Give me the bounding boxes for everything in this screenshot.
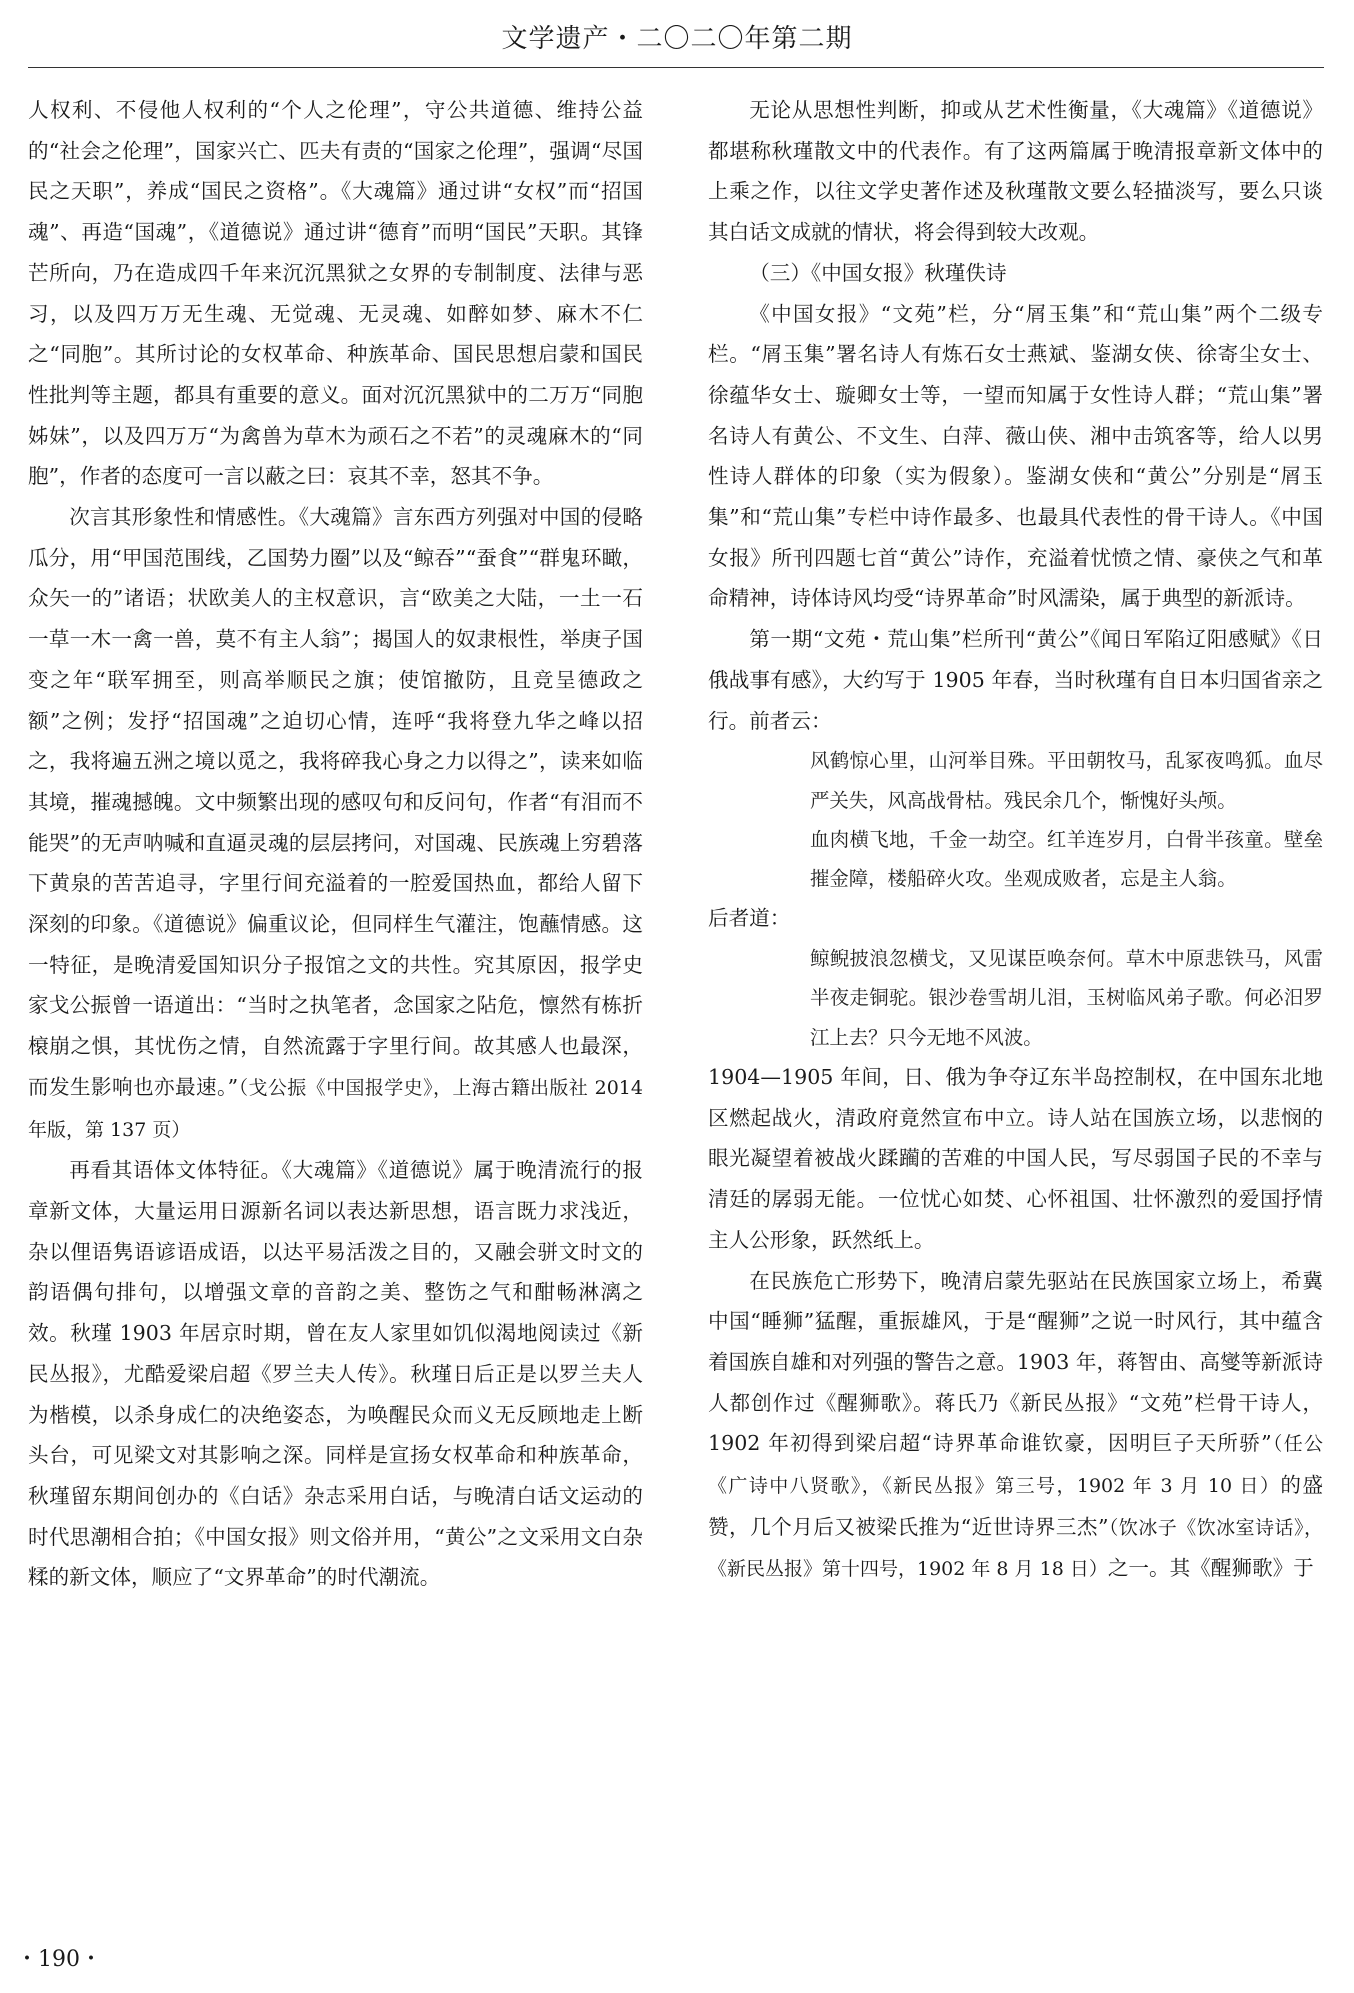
paragraph: 1904—1905 年间，日、俄为争夺辽东半岛控制权，在中国东北地区燃起战火，清政府竟然宣布中立。诗人站在国族立场，以悲悯的眼光凝望着被战火蹂躏的苦难的中国人民，写尽弱国子民的不幸与清廷的孱弱无能。一位忧心如焚、心怀祖国、壮怀激烈的爱国抒情主人公形象，跃然纸上。 [708, 1065, 1323, 1252]
paragraph: 《中国女报》“文苑”栏，分“屑玉集”和“荒山集”两个二级专栏。“屑玉集”署名诗人有炼石女士燕斌、鉴湖女侠、徐寄尘女士、徐蕴华女士、璇卿女士等，一望而知属于女性诗人群；“荒山集”署名诗人有黄公、不文生、白萍、薇山侠、湘中击筑客等，给人以男性诗人群体的印象（实为假象）。鉴湖女侠和“黄公”分别是“屑玉集”和“荒山集”专栏中诗作最多、也最具代表性的骨干诗人。《中国女报》所刊四题七首“黄公”诗作，充溢着忧愤之情、豪侠之气和革命精神，诗体诗风均受“诗界革命”时风濡染，属于典型的新派诗。 [708, 301, 1323, 611]
citation-note: （戈公振《中国报学史》，上海古籍出版社 2014 年版，第 137 页） [28, 1076, 643, 1141]
page-number: ・190・ [16, 1947, 102, 1972]
left-column [28, 90, 643, 1598]
citation-note: （任公《广诗中八贤歌》，《新民丛报》第三号，1902 年 3 月 10 日） [708, 1433, 1323, 1498]
running-header: 文学遗产・二〇二〇年第二期 [501, 24, 853, 54]
paragraph: 无论从思想性判断，抑或从艺术性衡量，《大魂篇》《道德说》都堪称秋瑾散文中的代表作。有了这两篇属于晚清报章新文体中的上乘之作，以往文学史著作述及秋瑾散文要么轻描淡写，要么只谈其白话文成就的情状，将会得到较大改观。 [708, 98, 1323, 245]
paragraph: 后者道： [708, 906, 791, 931]
paragraph [28, 497, 643, 1150]
citation-note: （饮冰子《饮冰室诗话》，《新民丛报》第十四号，1902 年 8 月 18 日） [708, 1516, 1323, 1581]
paragraph-text: 的盛赞，几个月后又被梁氏推为“近世诗界三杰” [708, 1473, 1323, 1539]
right-column [708, 90, 1323, 1590]
paragraph-text: 次言其形象性和情感性。《大魂篇》言东西方列强对中国的侵略瓜分，用“甲国范围线，乙国势力圈”以及“鲸吞”“蚕食”“群鬼环瞰，众矢一的”诸语；状欧美人的主权意识，言“欧美之大陆，一土一石一草一木一禽一兽，莫不有主人翁”；揭国人的奴隶根性，举庚子国变之年“联军拥至，则高举顺民之旗；使馆撤防，且竞呈德政之额”之例；发抒“招国魂”之迫切心情，连呼“我将登九华之峰以招之，我将遍五洲之境以觅之，我将碎我心身之力以得之”，读来如临其境，摧魂撼魄。文中频繁出现的感叹句和反问句，作者“有泪而不能哭”的无声呐喊和直逼灵魂的层层拷问，对国魂、民族魂上穷碧落下黄泉的苦苦追寻，字里行间充溢着的一腔爱国热血，都给人留下深刻的印象。《道德说》偏重议论，但同样生气灌注，饱蘸情感。这一特征，是晚清爱国知识分子报馆之文的共性。究其原因，报学史家戈公振曾一语道出：“当时之执笔者，念国家之阽危，懔然有栋折榱崩之惧，其忧伤之情，自然流露于字里行间。故其感人也最深，而发生影响也亦最速。” [28, 505, 643, 1099]
paragraph: 第一期“文苑・荒山集”栏所刊“黄公”《闻日军陷辽阳感赋》《日俄战事有感》，大约写于 1905 年春，当时秋瑾有自日本归国省亲之行。前者云： [708, 627, 1323, 733]
paragraph-text: 在民族危亡形势下，晚清启蒙先驱站在民族国家立场上，希冀中国“睡狮”猛醒，重振雄风，于是“醒狮”之说一时风行，其中蕴含着国族自雄和对列强的警告之意。1903 年，蒋智由、高燮等新派诗人都创作过《醒狮歌》。蒋氏乃《新民丛报》“文苑”栏骨干诗人，1902 年初得到梁启超“诗界革命谁钦豪，因明巨子天所骄” [708, 1268, 1323, 1456]
section-subheading: （三）《中国女报》秋瑾佚诗 [749, 260, 1007, 285]
paragraph-text: 之一。其《醒狮歌》于 [1107, 1556, 1314, 1581]
header-rule [28, 67, 1324, 68]
poem-quote: 血肉横飞地，千金一劫空。红羊连岁月，白骨半孩童。壁垒摧金障，楼船碎火攻。坐观成败者，忘是主人翁。 [810, 827, 1323, 891]
paragraph [708, 1261, 1323, 1591]
paragraph: 人权利、不侵他人权利的“个人之伦理”，守公共道德、维持公益的“社会之伦理”，国家兴亡、匹夫有责的“国家之伦理”，强调“尽国民之天职”，养成“国民之资格”。《大魂篇》通过讲“女权”而“招国魂”、再造“国魂”，《道德说》通过讲“德育”而明“国民”天职。其锋芒所向，乃在造成四千年来沉沉黑狱之女界的专制制度、法律与恶习，以及四万万无生魂、无觉魂、无灵魂、如醉如梦、麻木不仁之“同胞”。其所讨论的女权革命、种族革命、国民思想启蒙和国民性批判等主题，都具有重要的意义。面对沉沉黑狱中的二万万“同胞姊妹”，以及四万万“为禽兽为草木为顽石之不若”的灵魂麻木的“同胞”，作者的态度可一言以蔽之曰：哀其不幸，怒其不争。 [28, 98, 643, 489]
paragraph: 再看其语体文体特征。《大魂篇》《道德说》属于晚清流行的报章新文体，大量运用日源新名词以表达新思想，语言既力求浅近，杂以俚语隽语谚语成语，以达平易活泼之目的，又融会骈文时文的韵语偶句排句，以增强文章的音韵之美、整饬之气和酣畅淋漓之效。秋瑾 1903 年居京时期，曾在友人家里如饥似渴地阅读过《新民丛报》，尤酷爱梁启超《罗兰夫人传》。秋瑾日后正是以罗兰夫人为楷模，以杀身成仁的决绝姿态，为唤醒民众而义无反顾地走上断头台，可见梁文对其影响之深。同样是宣扬女权革命和种族革命，秋瑾留东期间创办的《白话》杂志采用白话，与晚清白话文运动的时代思潮相合拍；《中国女报》则文俗并用，“黄公”之文采用文白杂糅的新文体，顺应了“文界革命”的时代潮流。 [28, 1158, 643, 1590]
poem-quote: 鲸鲵披浪忽横戈，又见谋臣唤奈何。草木中原悲铁马，风雷半夜走铜驼。银沙卷雪胡儿泪，玉树临风弟子歌。何必汨罗江上去？只今无地不风波。 [810, 947, 1323, 1049]
poem-quote: 风鹤惊心里，山河举目殊。平田朝牧马，乱冢夜鸣狐。血尽严关失，风高战骨枯。残民余几个，惭愧好头颅。 [810, 749, 1323, 812]
